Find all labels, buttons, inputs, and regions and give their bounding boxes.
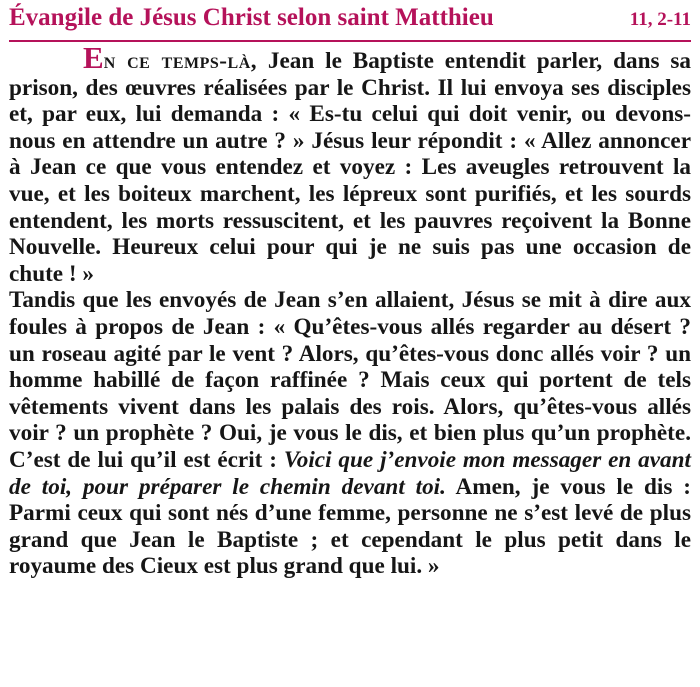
gospel-title: Évangile de Jésus Christ selon saint Matthieu (9, 4, 494, 31)
gospel-paragraph-2 (9, 287, 691, 580)
paragraph-1-text: Jean le Baptiste entendit parler, dans sa prison, des œuvres réalisées par le Christ. Il lui envoya ses disciples et, par eux, lui demanda : « Es-tu celui qui doit venir, ou devons-nous en attendre un autre ? » Jésus leur répondit : « Allez annoncer à Jean ce que vous entendez et voyez : Les aveugles retrouvent la vue, et les boiteux marchent, les lépreux sont purifiés, et les sourds entendent, les morts ressuscitent, et les pauvres reçoivent la Bonne Nouvelle. Heureux celui pour qui je ne suis pas une occasion de chute ! » (9, 48, 691, 287)
drop-cap: E (83, 40, 104, 75)
scripture-quote: Voici que j’envoie mon messager en avant de toi, pour préparer le chemin devant toi. (9, 446, 691, 500)
paragraph-2-text-start: Tandis que les envoyés de Jean s’en allaient, Jésus se mit à dire aux foules à propos de Jean : « Qu’êtes-vous allés regarder au désert ? un roseau agité par le vent ? Alors, qu’êtes-vous donc allés voir ? un homme habillé de façon raffinée ? Mais ceux qui portent de tels vêtements vivent dans les palais des rois. Alors, qu’êtes-vous allés voir ? un prophète ? Oui, je vous le dis, et bien plus qu’un prophète. C’est de lui qu’il est écrit : (9, 287, 691, 473)
gospel-page (9, 0, 691, 580)
gospel-body (9, 40, 691, 580)
paragraph-2-text-end: Amen, je vous le dis : Parmi ceux qui sont nés d’une femme, personne ne s’est levé de plus grand que Jean le Baptiste ; et cependant le plus petit dans le royaume des Cieux est plus grand que lui. » (9, 473, 691, 580)
gospel-paragraph-1 (9, 40, 691, 287)
opening-smallcaps: n ce temps-là, (103, 48, 258, 74)
gospel-header (9, 0, 691, 42)
gospel-reference: 11, 2-11 (629, 9, 691, 30)
